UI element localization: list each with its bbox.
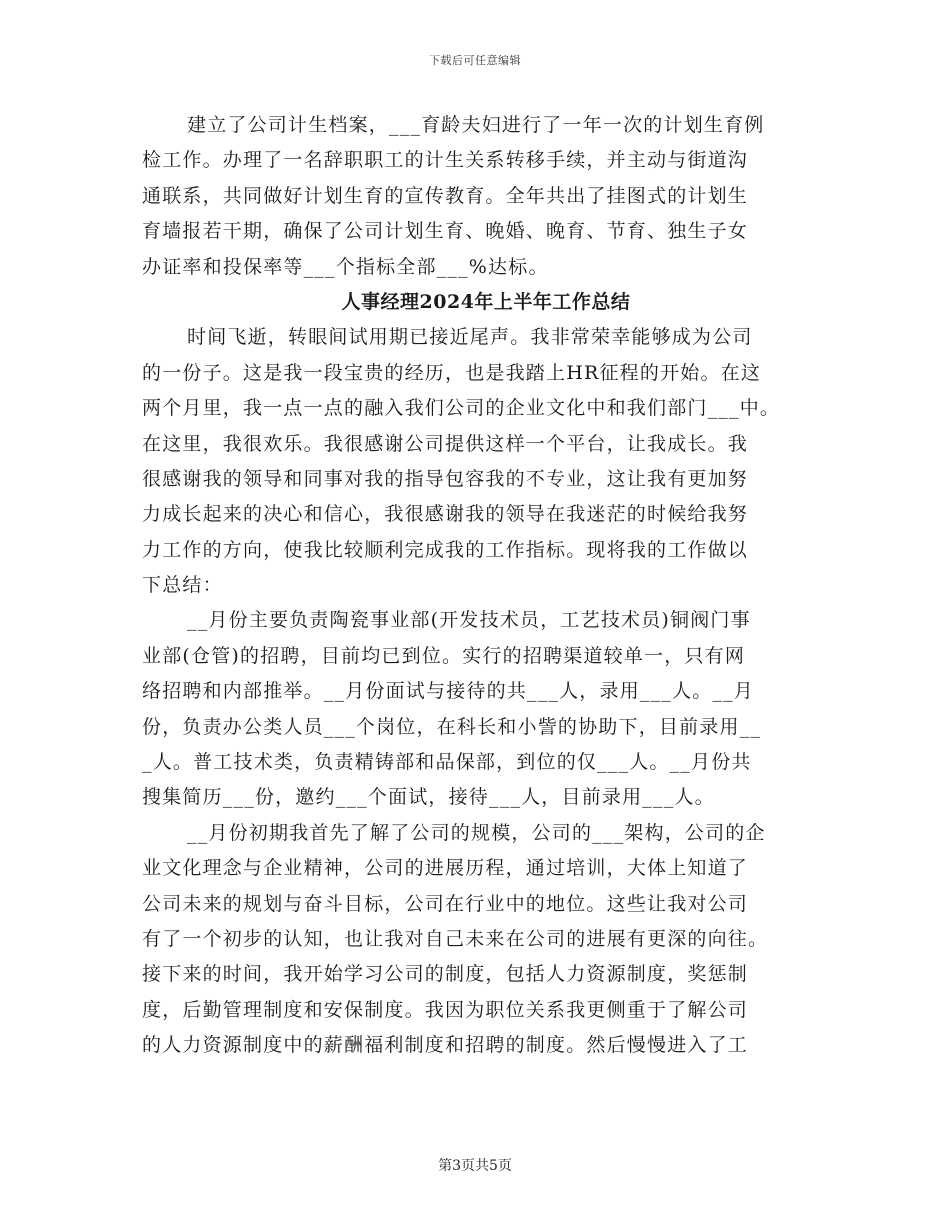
- text-line: 有了一个初步的认知，也让我对自己未来在公司的进展有更深的向往。: [142, 927, 769, 950]
- text-line: 接下来的时间，我开始学习公司的制度，包括人力资源制度，奖惩制: [142, 963, 749, 986]
- text-line: 时间飞逝，转眼间试用期已接近尾声。我非常荣幸能够成为公司: [187, 326, 753, 349]
- text-line: 育墙报若干期，确保了公司计划生育、晚婚、晚育、节育、独生子女: [142, 220, 749, 243]
- paragraph-family-planning: [142, 108, 810, 285]
- text-line: 度，后勤管理制度和安保制度。我因为职位关系我更侧重于了解公司: [142, 998, 749, 1021]
- text-line: 力工作的方向，使我比较顺利完成我的工作指标。现将我的工作做以: [142, 538, 749, 561]
- text-line: 份，负责办公类人员___个岗位，在科长和小訾的协助下，目前录用__: [142, 715, 762, 738]
- text-line: _人。普工技术类，负责精铸部和品保部，到位的仅___人。__月份共: [142, 751, 752, 774]
- text-line: 下总结：: [142, 574, 223, 597]
- text-line: 力成长起来的决心和信心，我很感谢我的领导在我迷茫的时候给我努: [142, 503, 749, 526]
- document-body: [142, 108, 810, 1064]
- text-line: 通联系，共同做好计划生育的宣传教育。全年共出了挂图式的计划生: [142, 184, 749, 207]
- paragraph-company-learning: [142, 816, 810, 1064]
- text-line: 两个月里，我一点一点的融入我们公司的企业文化中和我们部门___中。: [142, 397, 781, 420]
- text-line: 业文化理念与企业精神，公司的进展历程，通过培训，大体上知道了: [142, 857, 749, 880]
- text-line: 络招聘和内部推举。__月份面试与接待的共___人，录用___人。__月: [142, 680, 755, 703]
- paragraph-recruitment: [142, 603, 810, 815]
- text-line: 业部(仓管)的招聘，目前均已到位。实行的招聘渠道较单一，只有网: [142, 644, 746, 667]
- text-line: 很感谢我的领导和同事对我的指导包容我的不专业，这让我有更加努: [142, 467, 749, 490]
- text-line: 建立了公司计生档案，___育龄夫妇进行了一年一次的计划生育例: [187, 114, 765, 136]
- paragraph-introduction: [142, 320, 810, 603]
- text-line: 的人力资源制度中的薪酬福利制度和招聘的制度。然后慢慢进入了工: [142, 1034, 749, 1057]
- document-title: 人事经理2024年上半年工作总结: [341, 290, 631, 313]
- text-line: 搜集简历___份，邀约___个面试，接待___人，目前录用___人。: [142, 786, 715, 809]
- page-header: 下载后可任意编辑: [429, 54, 521, 67]
- text-line: 在这里，我很欢乐。我很感谢公司提供这样一个平台，让我成长。我: [142, 432, 749, 455]
- page-footer: 第3页共5页: [438, 1158, 512, 1174]
- text-line: 办证率和投保率等___个指标全部___%达标。: [142, 255, 549, 278]
- text-line: 的一份子。这是我一段宝贵的经历，也是我踏上HR征程的开始。在这: [142, 361, 762, 384]
- text-line: 检工作。办理了一名辞职职工的计生关系转移手续，并主动与街道沟: [142, 149, 749, 172]
- text-line: __月份初期我首先了解了公司的规模，公司的___架构，公司的企: [187, 821, 766, 844]
- text-line: __月份主要负责陶瓷事业部(开发技术员，工艺技术员)铜阀门事: [187, 609, 751, 632]
- text-line: 公司未来的规划与奋斗目标，公司在行业中的地位。这些让我对公司: [142, 892, 749, 915]
